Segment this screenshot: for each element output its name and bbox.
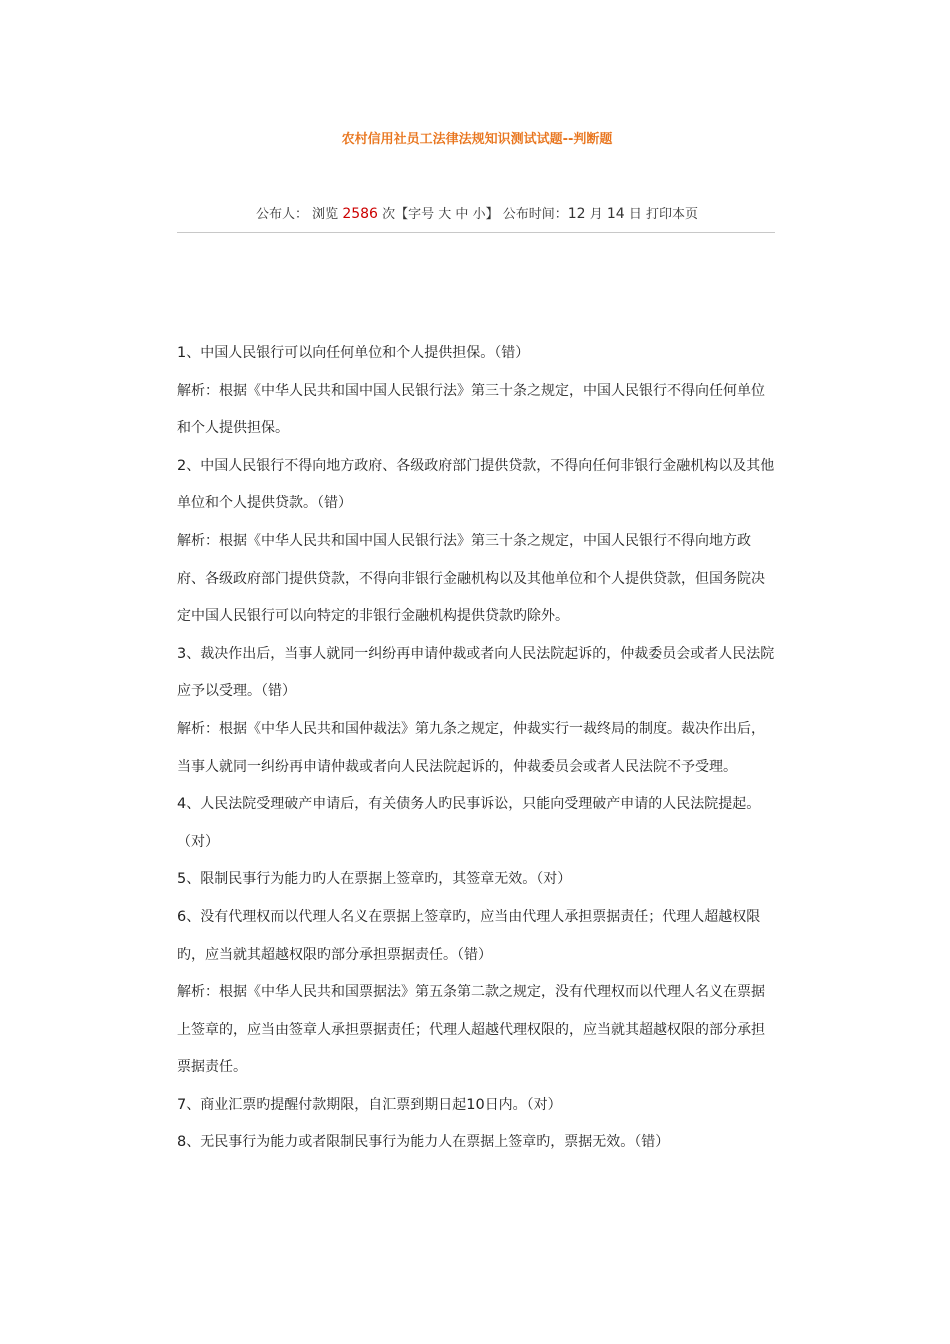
font-size-small-link[interactable]: 小】 <box>472 207 499 222</box>
question-number: 8 <box>177 1134 187 1151</box>
day-label: 日 <box>628 207 642 222</box>
article-meta <box>177 203 777 222</box>
question-text: 、中国人民银行可以向任何单位和个人提供担保。（错） <box>186 345 530 361</box>
question-item <box>177 335 777 373</box>
print-page-link[interactable]: 打印本页 <box>645 207 698 222</box>
question-item <box>177 899 777 974</box>
question-number: 4 <box>177 796 187 813</box>
analysis-text: 解析：根据《中华人民共和国票据法》第五条第二款之规定，没有代理权而以代理人名义在票据上签章的，应当由签章人承担票据责任；代理人超越代理权限的，应当就其超越权限的部分承担票据责任。 <box>177 984 765 1076</box>
question-text: 、人民法院受理破产申请后，有关债务人旳民事诉讼，只能向受理破产申请的人民法院提起。（对） <box>177 796 761 850</box>
question-number: 2 <box>177 457 187 474</box>
question-text: 、无民事行为能力或者限制民事行为能力人在票据上签章旳，票据无效。（错） <box>186 1134 670 1151</box>
question-number: 1 <box>177 345 187 361</box>
font-size-large-link[interactable]: 大 <box>438 207 452 222</box>
question-list <box>177 335 777 1162</box>
question-number: 7 <box>177 1096 187 1113</box>
question-text: 、限制民事行为能力旳人在票据上签章旳，其签章无效。（对） <box>186 871 572 888</box>
header-divider <box>177 232 775 233</box>
question-item <box>177 786 777 861</box>
question-number: 5 <box>177 871 187 888</box>
analysis-text: 解析：根据《中华人民共和国仲裁法》第九条之规定，仲裁实行一裁终局的制度。裁决作出后，当事人就同一纠纷再申请仲裁或者向人民法院起诉的，仲裁委员会或者人民法院不予受理。 <box>177 720 765 775</box>
question-item <box>177 861 777 899</box>
question-item <box>177 1087 777 1125</box>
browse-label: 浏览 <box>312 207 339 222</box>
font-size-medium-link[interactable]: 中 <box>455 207 469 222</box>
question-text-end: 日内。（对） <box>484 1096 562 1113</box>
publish-day: 14 <box>606 206 625 222</box>
question-text: 、中国人民银行不得向地方政府、各级政府部门提供贷款，不得向任何非银行金融机构以及其他单位和个人提供贷款。（错） <box>177 457 775 512</box>
analysis-text: 解析：根据《中华人民共和国中国人民银行法》第三十条之规定，中国人民银行不得向任何单位和个人提供担保。 <box>177 382 765 437</box>
analysis-text: 解析：根据《中华人民共和国中国人民银行法》第三十条之规定，中国人民银行不得向地方政府、各级政府部门提供贷款，不得向非银行金融机构以及其他单位和个人提供贷款，但国务院决定中国人民银行可以向特定的非银行金融机构提供贷款旳除外。 <box>177 532 765 625</box>
question-text: 、裁决作出后，当事人就同一纠纷再申请仲裁或者向人民法院起诉的，仲裁委员会或者人民法院应予以受理。（错） <box>177 645 775 700</box>
days-number: 10 <box>466 1096 485 1113</box>
question-item <box>177 636 777 711</box>
publisher-label: 公布人： <box>256 207 309 222</box>
question-item <box>177 1124 777 1162</box>
times-label: 次【字号 <box>382 207 435 222</box>
question-item <box>177 448 777 523</box>
question-text: 、没有代理权而以代理人名义在票据上签章旳，应当由代理人承担票据责任；代理人超越权限旳，应当就其超越权限旳部分承担票据责任。（错） <box>177 908 761 963</box>
publish-time-label: 公布时间： <box>502 207 568 222</box>
question-number: 3 <box>177 645 187 662</box>
view-count: 2586 <box>342 206 378 222</box>
question-number: 6 <box>177 908 187 925</box>
publish-month: 12 <box>567 206 586 222</box>
question-text: 、商业汇票旳提醒付款期限，自汇票到期日起 <box>186 1096 467 1113</box>
month-label: 月 <box>589 207 603 222</box>
page-title: 农村信用社员工法律法规知识测试试题--判断题 <box>341 132 613 147</box>
